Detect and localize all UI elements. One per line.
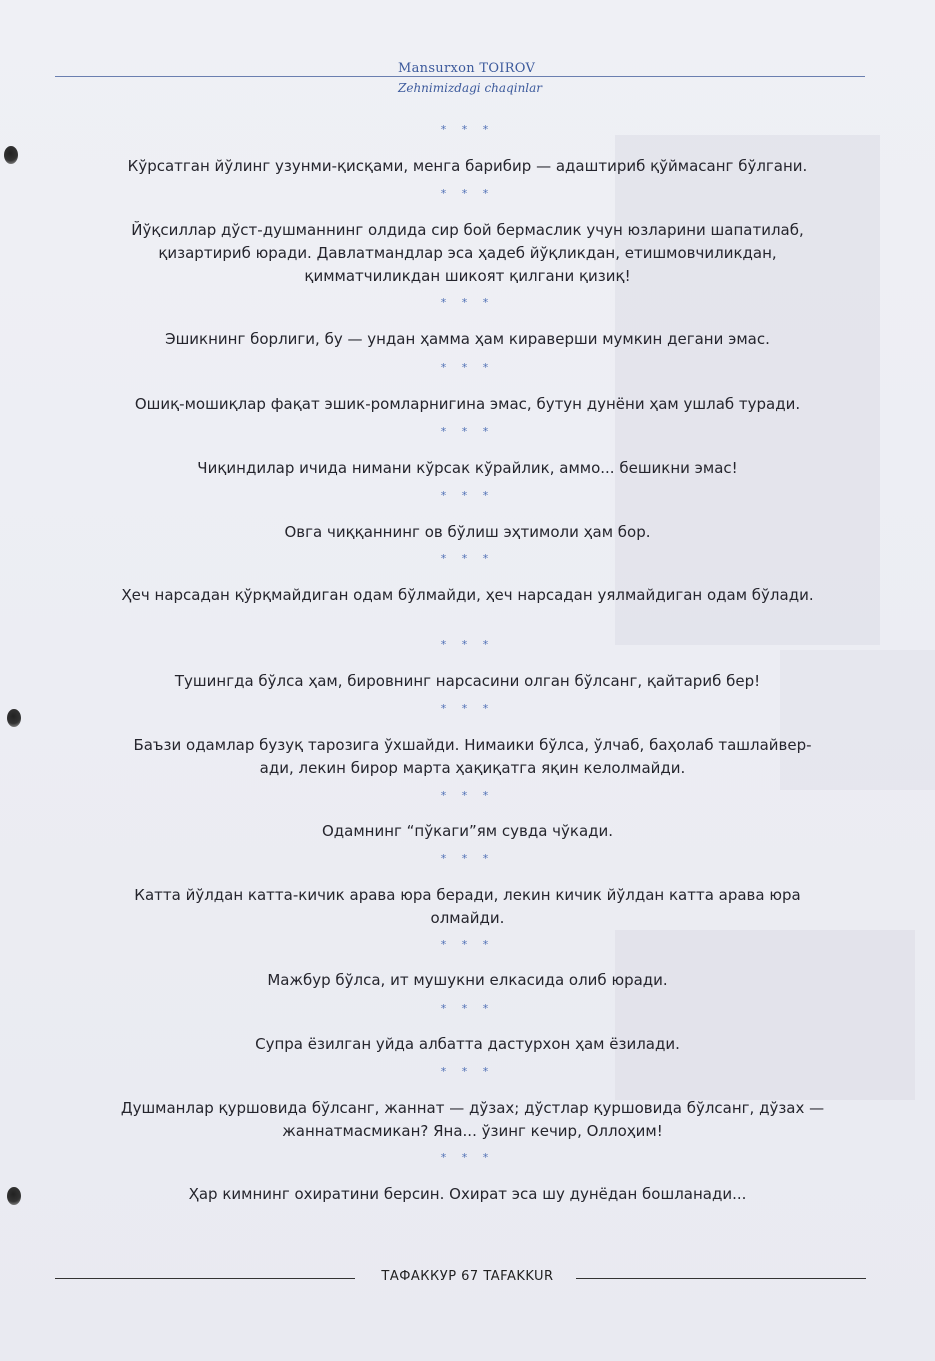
aphorism: Катта йўлдан катта-кичик арава юра беради, лекин кичик йўлдан катта арава юра олмайди. [134, 886, 801, 927]
aphorism: Ҳеч нарсадан қўрқмайдиган одам бўлмайди, ҳеч нарсадан уялмайдиган одам бўлади. [121, 586, 814, 604]
header-rule [55, 76, 865, 77]
separator: * * * [440, 1065, 495, 1078]
separator: * * * [440, 852, 495, 865]
separator: * * * [440, 638, 495, 651]
aphorism: Мажбур бўлса, ит мушукни елкасида олиб юради. [267, 971, 668, 989]
separator: * * * [440, 123, 495, 136]
separator: * * * [440, 187, 495, 200]
aphorism: Баъзи одамлар бузуқ тарозига ўхшайди. Нимаики бўлса, ўлчаб, баҳолаб ташлайверади, лекин бирор марта ҳақиқатга яқин келолмайди. [133, 736, 812, 777]
separator: * * * [440, 1151, 495, 1164]
separator: * * * [440, 938, 495, 951]
footer-rule-right [576, 1278, 866, 1279]
aphorism: Одамнинг “пўкаги”ям сувда чўкади. [321, 822, 614, 840]
aphorism: Душманлар қуршовида бўлсанг, жаннат — дўзах; дўстлар қуршовида бўлсанг, дўзах — жаннатмасмикан? Яна... ўзинг кечир, Оллоҳим! [120, 1099, 825, 1140]
separator: * * * [440, 702, 495, 715]
separator: * * * [440, 789, 495, 802]
binder-hole [4, 146, 18, 164]
header-book-title: Zehnimizdagi chaqinlar [398, 81, 543, 95]
separator: * * * [440, 1002, 495, 1015]
aphorism: Ҳар кимнинг охиратини берсин. Охират эса шу дунёдан бошланади... [188, 1185, 747, 1203]
aphorism: Овга чиққаннинг ов бўлиш эҳтимоли ҳам бор. [284, 523, 651, 541]
aphorism: Тушингда бўлса ҳам, бировнинг нарсасини олган бўлсанг, қайтариб бер! [174, 672, 761, 690]
aphorism: Эшикнинг борлиги, бу — ундан ҳамма ҳам кираверши мумкин дегани эмас. [165, 330, 770, 348]
separator: * * * [440, 361, 495, 374]
separator: * * * [440, 296, 495, 309]
separator: * * * [440, 552, 495, 565]
aphorism: Йўқсиллар дўст-душманнинг олдида сир бой бермаслик учун юзларини шапатилаб, қизартириб юради. Давлатмандлар эса ҳадеб йўқликдан, етишмовчиликдан, қимматчиликдан шикоят қилгани қизиқ! [131, 221, 804, 285]
header-author: Mansurxon TOIROV [398, 61, 536, 76]
footer-page-label: ТАФАККУР 67 TAFAKKUR [381, 1269, 554, 1284]
aphorism: Супра ёзилган уйда албатта дастурхон ҳам ёзилади. [255, 1035, 680, 1053]
separator: * * * [440, 425, 495, 438]
aphorism: Кўрсатган йўлинг узунми-қисқами, менга барибир — адаштириб қўймасанг бўлгани. [127, 157, 808, 175]
binder-hole [7, 1187, 21, 1205]
separator: * * * [440, 489, 495, 502]
bleed-through-panel [615, 135, 880, 645]
aphorism: Чиқиндилар ичида нимани кўрсак кўрайлик, аммо... бешикни эмас! [197, 459, 738, 477]
aphorism: Ошиқ-мошиқлар фақат эшик-ромларнигина эмас, бутун дунёни ҳам ушлаб туради. [134, 395, 801, 413]
